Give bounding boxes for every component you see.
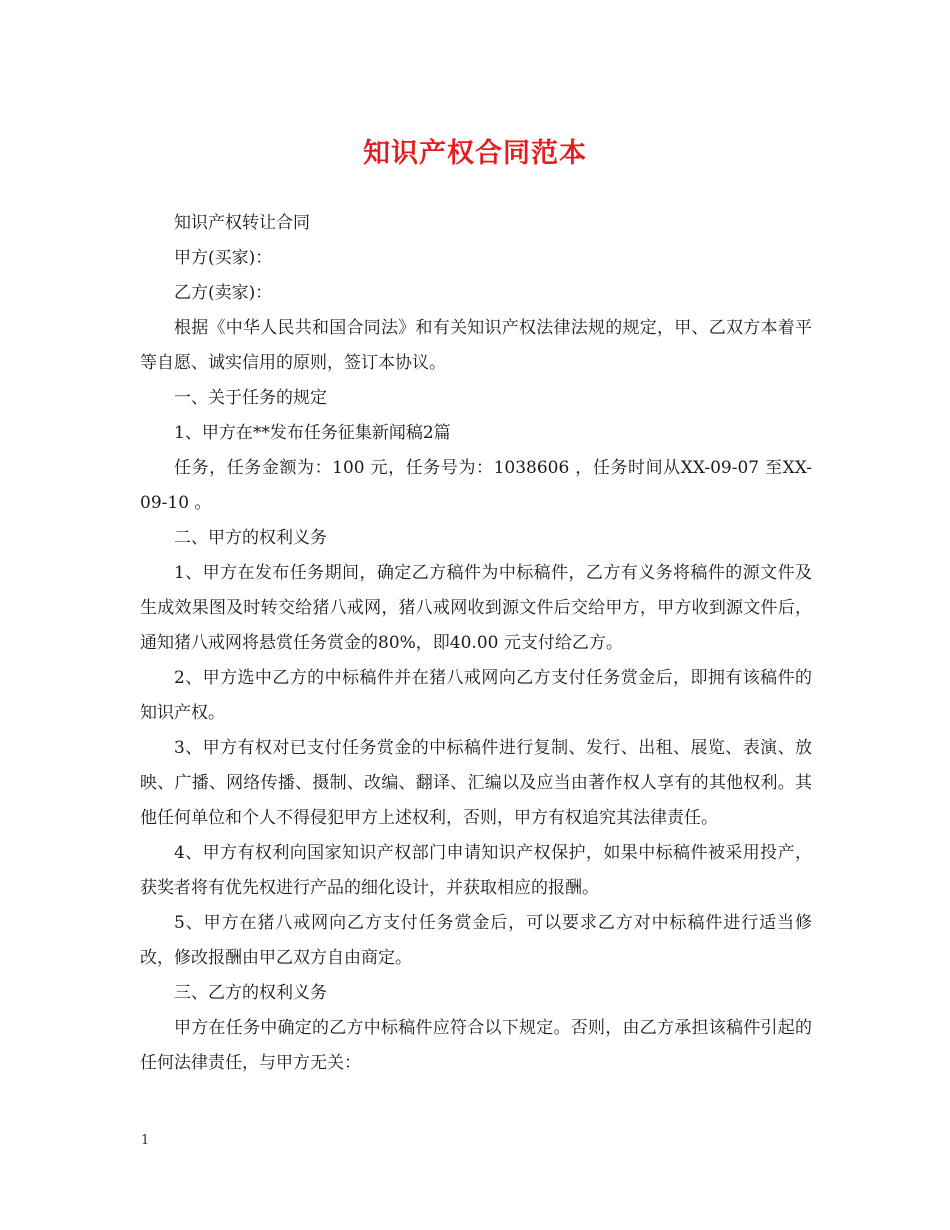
section-heading: 三、乙方的权利义务 [174, 983, 327, 1003]
paragraph: 甲方(买家)： [174, 248, 273, 268]
paragraph: 3、甲方有权对已支付任务赏金的中标稿件进行复制、发行、出租、展览、表演、放映、广播、网络传播、摄制、改编、翻译、汇编以及应当由著作权人享有的其他权利。其他任何单位和个人不得侵犯甲方上述权利，否则，甲方有权追究其法律责任。 [140, 738, 812, 828]
paragraph: 1、甲方在发布任务期间，确定乙方稿件为中标稿件，乙方有义务将稿件的源文件及生成效果图及时转交给猪八戒网，猪八戒网收到源文件后交给甲方，甲方收到源文件后，通知猪八戒网将悬赏任务赏金的80%，即40.00 元支付给乙方。 [140, 563, 812, 653]
paragraph: 甲方在任务中确定的乙方中标稿件应符合以下规定。否则，由乙方承担该稿件引起的任何法律责任，与甲方无关： [140, 1018, 812, 1073]
document-body [140, 206, 812, 1081]
paragraph: 知识产权转让合同 [174, 213, 310, 233]
paragraph: 乙方(卖家)： [174, 283, 273, 303]
paragraph: 5、甲方在猪八戒网向乙方支付任务赏金后，可以要求乙方对中标稿件进行适当修改，修改报酬由甲乙双方自由商定。 [140, 913, 812, 968]
paragraph: 任务，任务金额为：100 元，任务号为：1038606 ，任务时间从XX-09-07 至XX-09-10 。 [140, 458, 812, 513]
section-heading: 二、甲方的权利义务 [174, 528, 327, 548]
paragraph: 根据《中华人民共和国合同法》和有关知识产权法律法规的规定，甲、乙双方本着平等自愿、诚实信用的原则，签订本协议。 [140, 318, 812, 373]
paragraph: 2、甲方选中乙方的中标稿件并在猪八戒网向乙方支付任务赏金后，即拥有该稿件的知识产权。 [140, 668, 812, 723]
section-heading: 一、关于任务的规定 [174, 388, 327, 408]
paragraph: 1、甲方在**发布任务征集新闻稿2篇 [174, 423, 451, 443]
paragraph: 4、甲方有权利向国家知识产权部门申请知识产权保护，如果中标稿件被采用投产，获奖者将有优先权进行产品的细化设计，并获取相应的报酬。 [140, 843, 812, 898]
document-title: 知识产权合同范本 [363, 138, 587, 169]
page-number: 1 [141, 1133, 150, 1148]
